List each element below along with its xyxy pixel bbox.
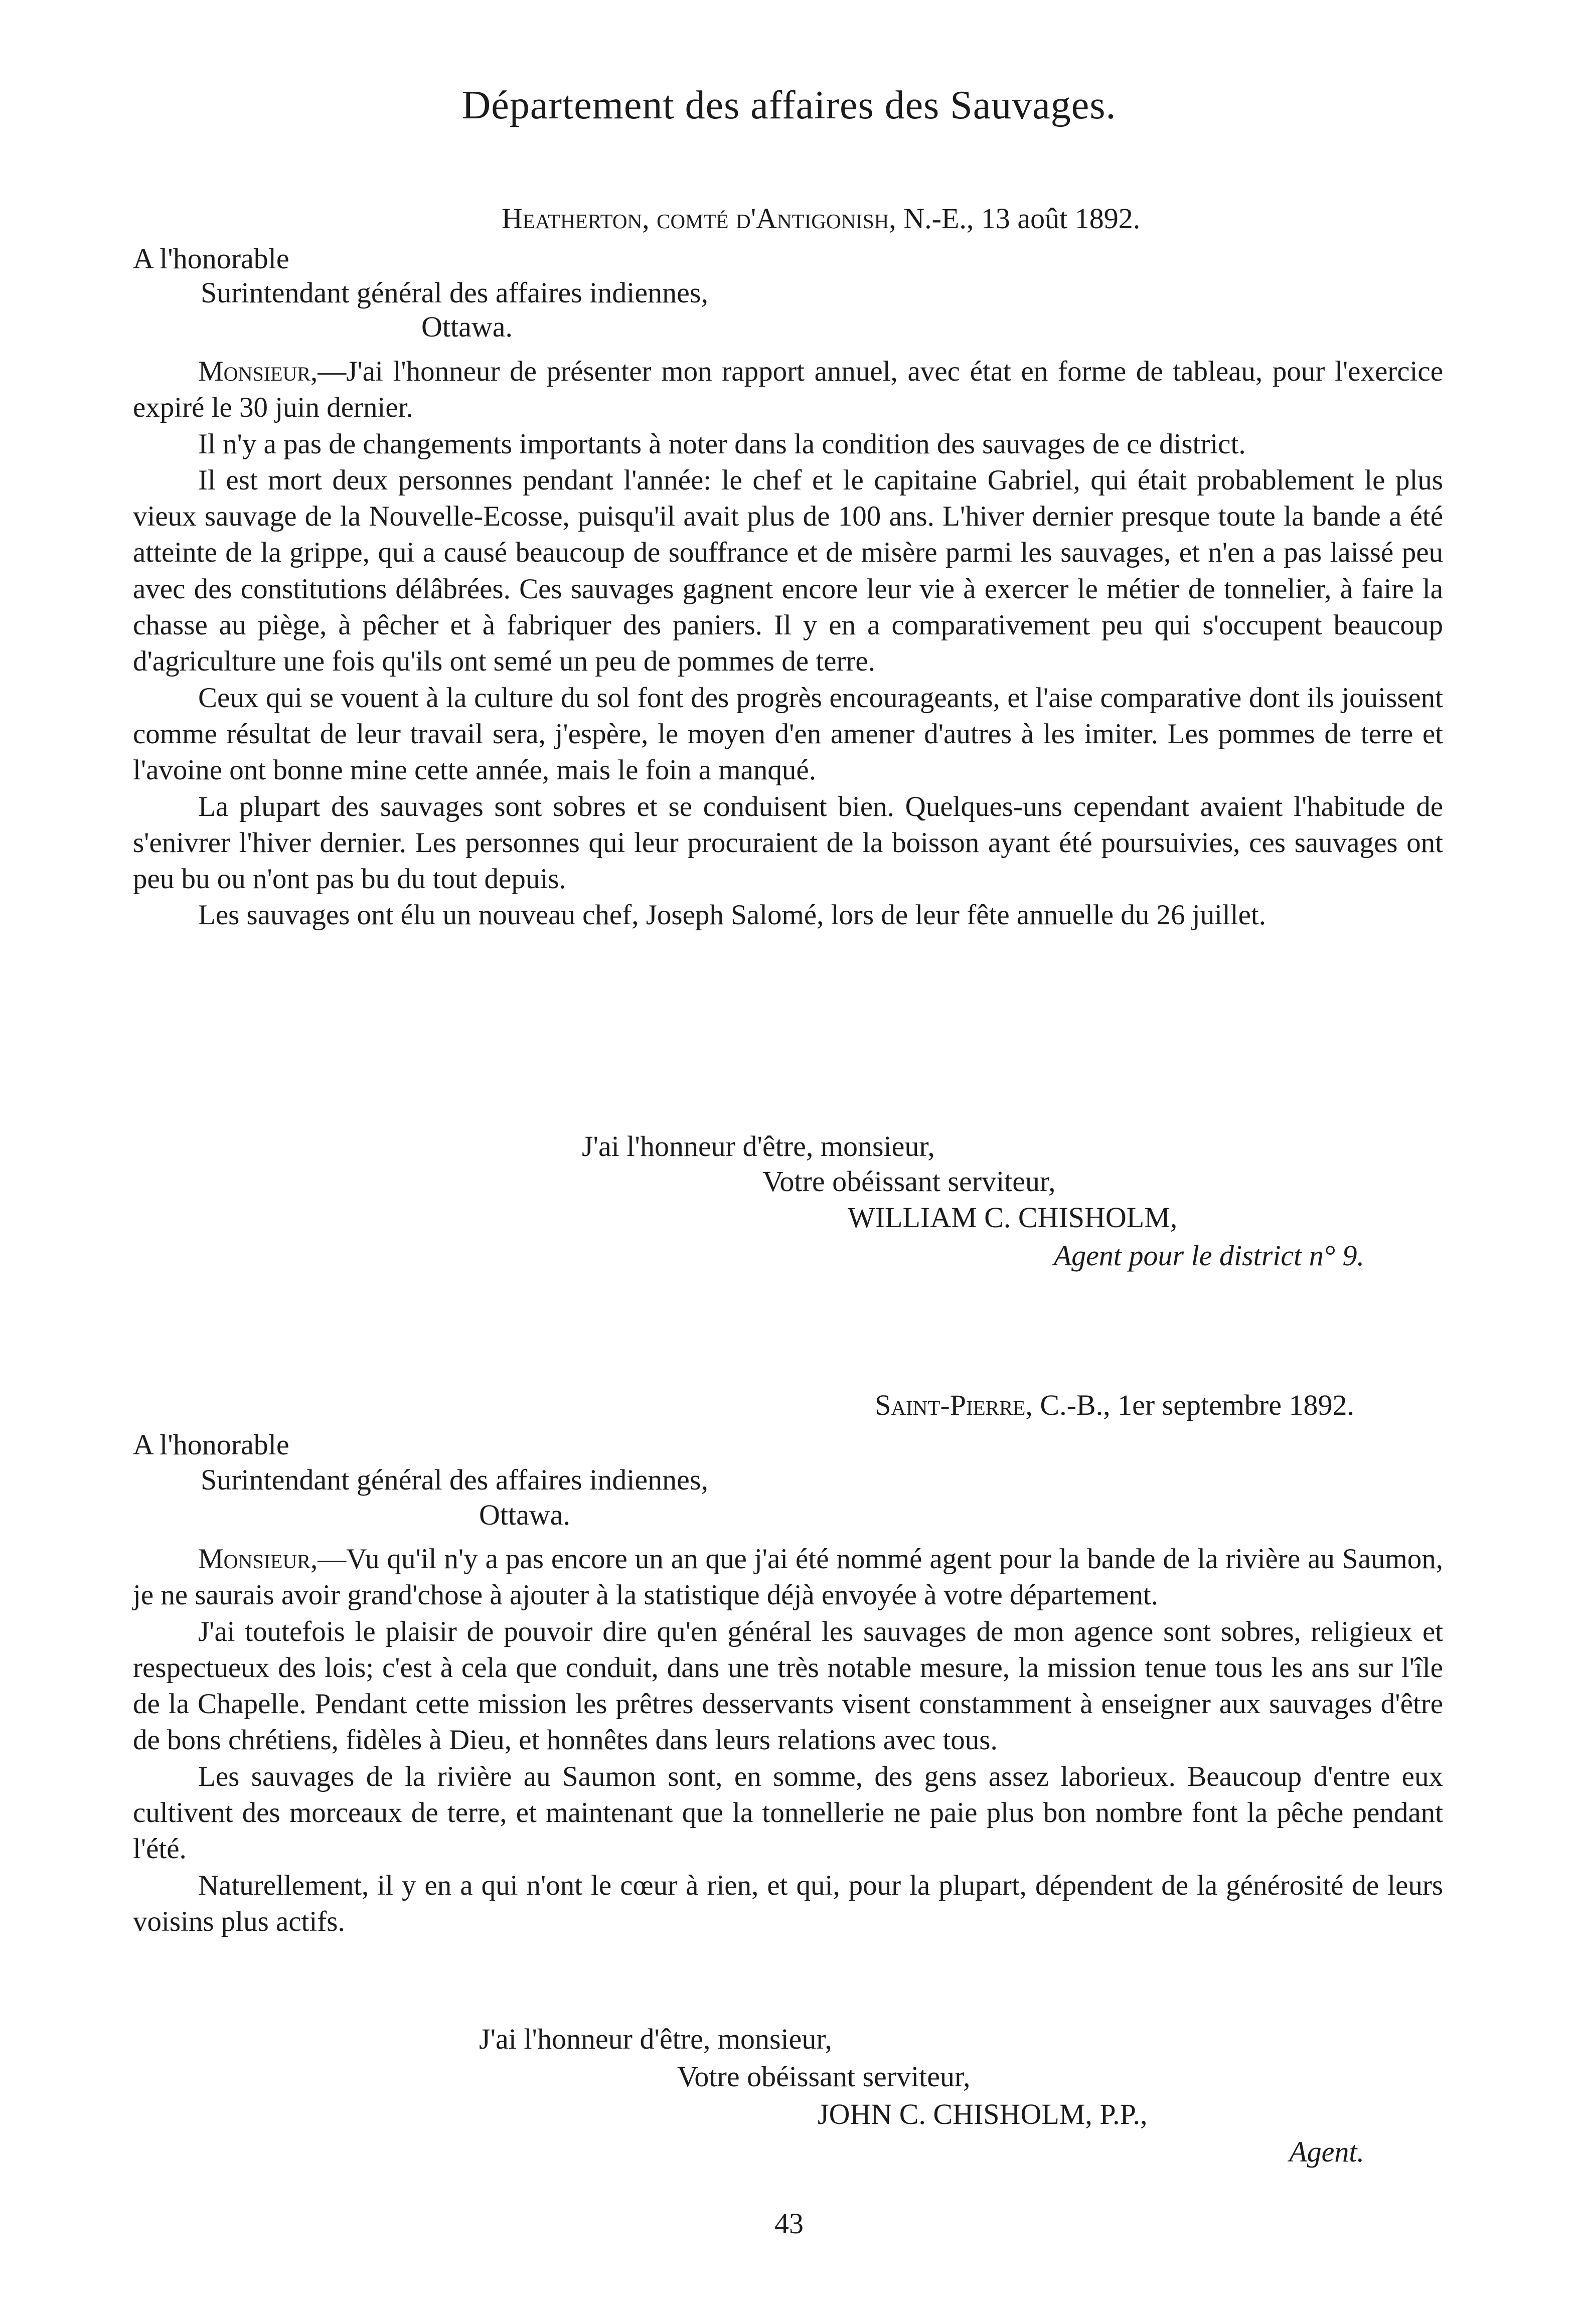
letter-1-paragraph-2: Il n'y a pas de changements importants à noter dans la condition des sauvages de ce district. (198, 428, 1246, 460)
letter-1-paragraph-3: Il est mort deux personnes pendant l'année: le chef et le capitaine Gabriel, qui était probablement le plus vieux sauvage de la Nouvelle-Ecosse, puisqu'il avait plus de 100 ans. L'hiver dernier presque toute la bande a été atteinte de la grippe, qui a causé beaucoup de souffrance et de misère parmi les sauvages, et n'en a pas laissé peu avec des constitutions délâbrées. Ces sauvages gagnent encore leur vie à exercer le métier de tonnelier, à faire la chasse au piège, à pêcher et à fabriquer des paniers. Il y en a comparativement peu qui s'occupent beaucoup d'agriculture une fois qu'ils ont semé un peu de pommes de terre. (133, 464, 1443, 678)
letter-1-addressee-2: Surintendant général des affaires indiennes, (201, 276, 708, 309)
letter-2-date: C.-B., 1er septembre 1892. (1032, 1389, 1354, 1421)
letter-1-closing-2: Votre obéissant serviteur, (762, 1165, 1056, 1198)
letter-2-addressee-1: A l'honorable (133, 1428, 289, 1461)
letter-2-closing-1: J'ai l'honneur d'être, monsieur, (479, 2023, 832, 2055)
letter-2-signature: JOHN C. CHISHOLM, P.P., (818, 2098, 1148, 2130)
letter-2-place: Saint-Pierre, (875, 1389, 1033, 1421)
letter-1-date: N.-E., 13 août 1892. (896, 202, 1141, 235)
page-heading: Département des affaires des Sauvages. (461, 83, 1117, 127)
letter-1-paragraph-6: Les sauvages ont élu un nouveau chef, Joseph Salomé, lors de leur fête annuelle du 26 juillet. (198, 899, 1266, 931)
letter-1-paragraph-5: La plupart des sauvages sont sobres et se conduisent bien. Quelques-uns cependant avaient l'habitude de s'enivrer l'hiver dernier. Les personnes qui leur procuraient de la boisson ayant été poursuivies, ces sauvages ont peu bu ou n'ont pas bu du tout depuis. (133, 790, 1443, 895)
letter-2-signer-title: Agent. (1289, 2135, 1364, 2168)
letter-1-paragraph-1: Monsieur,—J'ai l'honneur de présenter mon rapport annuel, avec état en forme de tableau, pour l'exercice expiré le 30 juin dernier. (133, 356, 1443, 424)
letter-2-body (133, 1541, 1443, 1940)
letter-2-dateline (672, 1387, 1354, 1423)
letter-2-salutation: Monsieur, (198, 1543, 318, 1575)
letter-2-paragraph-1: Monsieur,—Vu qu'il n'y a pas encore un an que j'ai été nommé agent pour la bande de la rivière au Saumon, je ne saurais avoir grand'chose à ajouter à la statistique déjà envoyée à votre département. (133, 1543, 1443, 1611)
letter-2-paragraph-3: Les sauvages de la rivière au Saumon sont, en somme, des gens assez laborieux. Beaucoup d'entre eux cultivent des morceaux de terre, et maintenant que la tonnellerie ne paie plus bon nombre font la pêche pendant l'été. (133, 1760, 1443, 1865)
letter-1-closing-1: J'ai l'honneur d'être, monsieur, (582, 1130, 935, 1163)
letter-1-signer-title: Agent pour le district n° 9. (1053, 1239, 1364, 1272)
letter-2-paragraph-4: Naturellement, il y en a qui n'ont le cœur à rien, et qui, pour la plupart, dépendent de la générosité de leurs voisins plus actifs. (133, 1869, 1443, 1937)
letter-1-addressee-1: A l'honorable (133, 242, 289, 275)
letter-1-place: Heatherton, comté d'Antigonish, (502, 202, 896, 235)
letter-1-dateline (502, 201, 1364, 237)
letter-2-closing-2: Votre obéissant serviteur, (677, 2060, 971, 2093)
letter-1-signature: WILLIAM C. CHISHOLM, (848, 1201, 1178, 1234)
letter-2-paragraph-2: J'ai toutefois le plaisir de pouvoir dire qu'en général les sauvages de mon agence sont sobres, religieux et respectueux des lois; c'est à cela que conduit, dans une très notable mesure, la mission tenue tous les ans sur l'île de la Chapelle. Pendant cette mission les prêtres desservants visent constamment à enseigner aux sauvages d'être de bons chrétiens, fidèles à Dieu, et honnêtes dans leurs relations avec tous. (133, 1615, 1443, 1756)
letter-2-addressee-3: Ottawa. (479, 1499, 570, 1531)
letter-2-addressee-2: Surintendant général des affaires indiennes, (201, 1463, 708, 1496)
page-number: 43 (774, 2207, 804, 2240)
letter-1-addressee-3: Ottawa. (421, 310, 513, 343)
letter-1-paragraph-4: Ceux qui se vouent à la culture du sol font des progrès encourageants, et l'aise comparative dont ils jouissent comme résultat de leur travail sera, j'espère, le moyen d'en amener d'autres à les imiter. Les pommes de terre et l'avoine ont bonne mine cette année, mais le foin a manqué. (133, 682, 1443, 786)
letter-1-salutation: Monsieur, (198, 356, 318, 387)
letter-1-body (133, 354, 1443, 934)
